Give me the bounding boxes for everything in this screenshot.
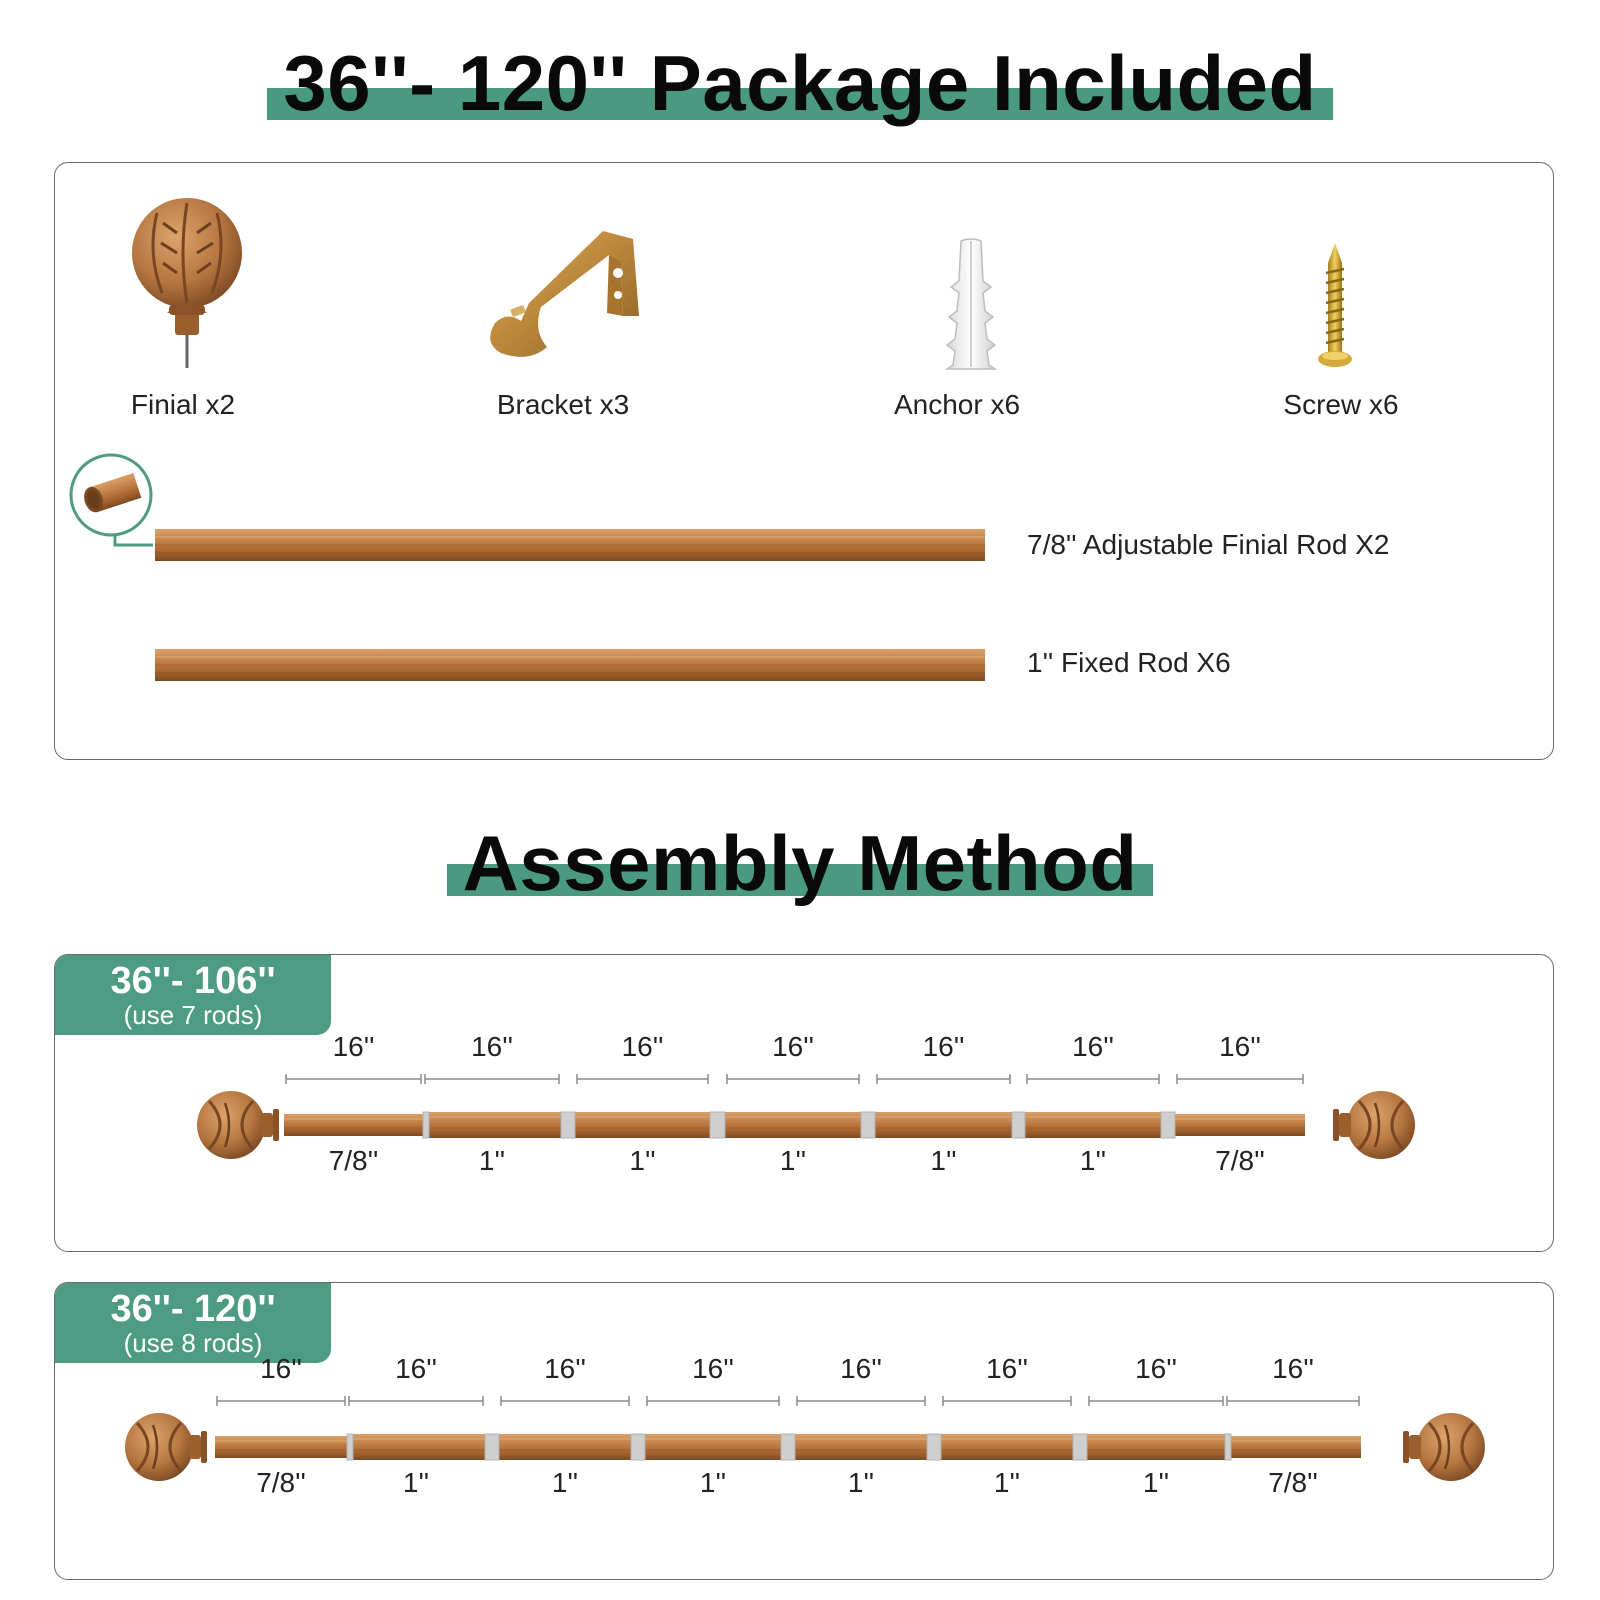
segment-diameter-label: 1'' [478, 1145, 506, 1176]
fixed-rod [155, 649, 985, 681]
fixed-rod-label: 1'' Fixed Rod X6 [1027, 647, 1231, 678]
dimension-bracket [349, 1396, 483, 1406]
assembly-heading [447, 818, 1154, 909]
range-label: 36''- 120'' [110, 1288, 276, 1330]
rod-segment [499, 1434, 631, 1460]
package-heading-wrap [0, 38, 1600, 129]
segment-length-label: 16'' [840, 1353, 882, 1384]
segment-diameter-label: 1'' [629, 1145, 656, 1176]
segment-length-label: 16'' [544, 1353, 586, 1384]
dimension-bracket [1177, 1074, 1303, 1084]
segment-diameter-label: 1'' [779, 1145, 807, 1176]
screw-icon [1318, 243, 1352, 367]
rod-segment [284, 1114, 423, 1136]
rod-connector [710, 1112, 725, 1138]
assembly-option-8-rods [54, 1282, 1554, 1580]
rod-connector [1073, 1434, 1087, 1460]
rod-connector [561, 1112, 575, 1138]
assembly-option-7-rods [54, 954, 1554, 1252]
bracket-icon [490, 231, 639, 357]
segment-diameter-label: 1'' [402, 1467, 430, 1498]
segment-length-label: 16'' [1272, 1353, 1314, 1384]
segment-diameter-label: 1'' [847, 1467, 875, 1498]
dimension-bracket [727, 1074, 859, 1084]
rod-connector [781, 1434, 795, 1460]
rod-segment [215, 1436, 347, 1458]
segment-length-label: 16'' [260, 1353, 302, 1384]
anchor-icon [947, 239, 995, 369]
dimension-bracket [1027, 1074, 1159, 1084]
rod-segment [1225, 1436, 1361, 1458]
segment-diameter-label: 1'' [1142, 1467, 1170, 1498]
rod-segment [423, 1112, 561, 1138]
finial-icon [132, 198, 242, 368]
bracket-label: Bracket x3 [496, 389, 630, 420]
rod-segment [941, 1434, 1073, 1460]
segment-length-label: 16'' [772, 1031, 814, 1062]
segment-length-label: 16'' [471, 1031, 513, 1062]
dimension-bracket [877, 1074, 1010, 1084]
rod-count-note: (use 8 rods) [123, 1328, 263, 1358]
adjustable-finial-rod [155, 529, 985, 561]
dimension-bracket [501, 1396, 629, 1406]
segment-diameter-label: 1'' [993, 1467, 1021, 1498]
rod-segment [725, 1112, 861, 1138]
rod-segment [1025, 1112, 1161, 1138]
dimension-bracket [577, 1074, 708, 1084]
finial-icon [125, 1413, 207, 1481]
rod-segment [645, 1434, 781, 1460]
rod-segment [575, 1112, 710, 1138]
segment-diameter-label: 1'' [551, 1467, 579, 1498]
dimension-bracket [286, 1074, 421, 1084]
rod-connector [1012, 1112, 1025, 1138]
segment-length-label: 16'' [621, 1031, 664, 1062]
segment-diameter-label: 7/8'' [256, 1467, 306, 1498]
rod-segment [1175, 1114, 1305, 1136]
rod-connector [631, 1434, 645, 1460]
dimension-bracket [943, 1396, 1071, 1406]
finial-icon [1403, 1413, 1485, 1481]
rod-segment [875, 1112, 1012, 1138]
segment-diameter-label: 7/8'' [1215, 1145, 1265, 1176]
dimension-bracket [425, 1074, 559, 1084]
assembly-title: Assembly Method [462, 819, 1138, 907]
segment-diameter-label: 7/8'' [328, 1145, 379, 1176]
rod-connector [1225, 1434, 1231, 1460]
rod-count-note: (use 7 rods) [123, 1000, 263, 1030]
assembly-heading-wrap [0, 818, 1600, 909]
package-title: 36''- 120'' Package Included [283, 39, 1317, 127]
anchor-label: Anchor x6 [893, 389, 1021, 420]
rod-segment [795, 1434, 927, 1460]
segment-length-label: 16'' [1219, 1031, 1261, 1062]
segment-length-label: 16'' [692, 1353, 734, 1384]
finial-icon [1333, 1091, 1415, 1159]
rod-connector [861, 1112, 875, 1138]
adjustable-rod-label: 7/8'' Adjustable Finial Rod X2 [1027, 529, 1390, 560]
rod-connector [927, 1434, 941, 1460]
finial-label: Finial x2 [130, 389, 236, 420]
rod-connector [423, 1112, 429, 1138]
finial-icon [197, 1091, 279, 1159]
segment-length-label: 16'' [1072, 1031, 1114, 1062]
segment-diameter-label: 1'' [1079, 1145, 1107, 1176]
segment-length-label: 16'' [1135, 1353, 1177, 1384]
package-panel [54, 162, 1554, 760]
dimension-bracket [1227, 1396, 1359, 1406]
rod-connector [1161, 1112, 1175, 1138]
rod-assembly-diagram [55, 955, 1553, 1251]
package-heading [267, 38, 1332, 129]
dimension-bracket [1089, 1396, 1223, 1406]
segment-length-label: 16'' [922, 1031, 965, 1062]
rod-segment [1087, 1434, 1225, 1460]
dimension-bracket [217, 1396, 345, 1406]
segment-length-label: 16'' [986, 1353, 1028, 1384]
package-illustrations [55, 163, 1553, 759]
segment-length-label: 16'' [395, 1353, 437, 1384]
rod-segment [347, 1434, 485, 1460]
segment-diameter-label: 1'' [930, 1145, 957, 1176]
screw-label: Screw x6 [1283, 389, 1399, 420]
rod-connector [347, 1434, 353, 1460]
segment-diameter-label: 7/8'' [1268, 1467, 1318, 1498]
segment-length-label: 16'' [332, 1031, 375, 1062]
segment-diameter-label: 1'' [699, 1467, 727, 1498]
rod-connector [485, 1434, 499, 1460]
range-label: 36''- 106'' [110, 960, 276, 1002]
dimension-bracket [797, 1396, 925, 1406]
dimension-bracket [647, 1396, 779, 1406]
rod-assembly-diagram [55, 1283, 1553, 1579]
rod-end-detail-icon [71, 455, 153, 545]
